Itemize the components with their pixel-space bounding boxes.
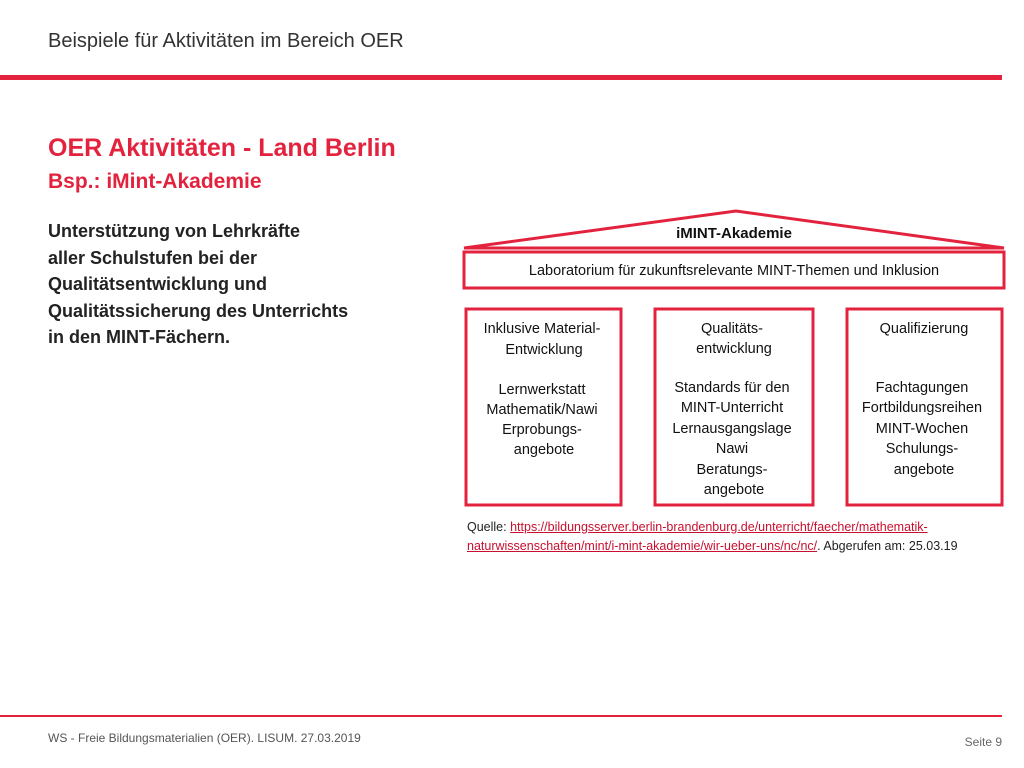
roof-label: iMINT-Akademie [676, 225, 792, 242]
pillar-heading-line: Inklusive Material- [483, 321, 601, 337]
bottom-divider [0, 715, 1002, 717]
pillar-item: angebote [703, 482, 765, 498]
pillar-item: Fachtagungen [875, 380, 969, 396]
body-line: Qualitätsentwicklung und [48, 274, 268, 294]
body-line: in den MINT-Fächern. [48, 327, 231, 347]
body-text [48, 218, 408, 351]
source-suffix: . Abgerufen am: 25.03.19 [817, 539, 958, 553]
pillar-item: Schulungs- [885, 441, 959, 457]
header-title: Beispiele für Aktivitäten im Bereich OER [48, 30, 404, 52]
slide-title: OER Aktivitäten - Land Berlin [48, 134, 396, 162]
pillar-heading-line: Qualitäts- [700, 321, 764, 337]
pillar-heading-line: Entwicklung [505, 342, 583, 358]
slide-subtitle: Bsp.: iMint-Akademie [48, 170, 262, 193]
pillar-item: Nawi [715, 441, 749, 457]
body-line: Unterstützung von Lehrkräfte [48, 221, 301, 241]
pillar-item: Standards für den [674, 380, 790, 396]
pillar-item: angebote [893, 462, 955, 478]
pillar-item: MINT-Wochen [875, 421, 969, 437]
pillar-item: Lernausgangslage [672, 421, 792, 437]
body-line: aller Schulstufen bei der [48, 247, 258, 268]
pillar-item: Lernwerkstatt [498, 382, 586, 398]
footer-info: WS - Freie Bildungsmaterialien (OER). LISUM. 27.03.2019 [48, 731, 361, 745]
pillar-heading-3 [880, 321, 969, 337]
top-divider [0, 75, 1002, 80]
pillar-item: angebote [513, 442, 575, 458]
banner-label: Laboratorium für zukunftsrelevante MINT-Themen und Inklusion [528, 263, 940, 279]
source-link-part-1[interactable]: https://bildungsserver.berlin-brandenburg.de/unterricht/faecher/mathematik- [510, 520, 928, 534]
pillar-item: Mathematik/Nawi [486, 402, 598, 418]
pillar-heading-line: Qualifizierung [879, 321, 969, 337]
pillar-item: Erprobungs- [502, 422, 582, 438]
pillar-item: MINT-Unterricht [680, 400, 784, 416]
imint-akademie-diagram [460, 208, 1008, 510]
source-link-part-2[interactable]: naturwissenschaften/mint/i-mint-akademie/wir-ueber-uns/nc/nc/ [467, 539, 818, 553]
page-number: Seite 9 [964, 735, 1002, 749]
body-line: Qualitätssicherung des Unterrichts [48, 300, 349, 321]
source-citation [467, 518, 1007, 556]
pillar-item: Fortbildungsreihen [861, 400, 983, 416]
pillar-item: Beratungs- [696, 462, 768, 478]
pillar-heading-line: entwicklung [696, 341, 772, 357]
source-prefix: Quelle: [467, 520, 511, 534]
